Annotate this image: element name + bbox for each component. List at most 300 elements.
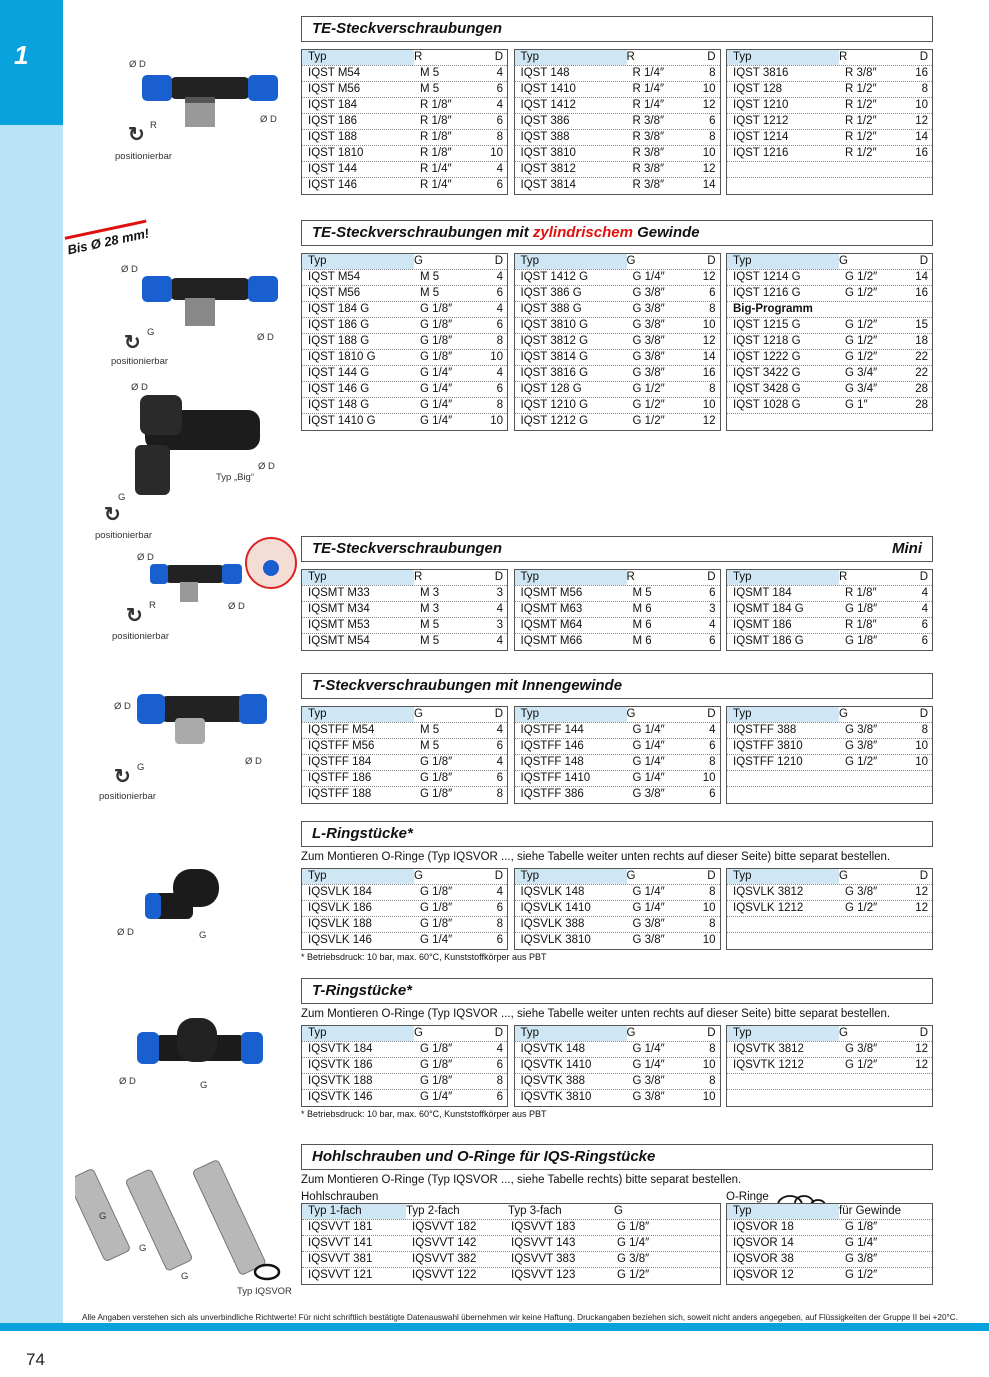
label-g: G xyxy=(137,762,145,773)
table-cell: 12 xyxy=(702,335,716,347)
table-row xyxy=(727,901,932,917)
table-row xyxy=(727,162,932,178)
table-cell: IQSVLK 3810 xyxy=(520,934,591,946)
table-row xyxy=(302,414,507,430)
table-row xyxy=(727,618,932,634)
table-cell: IQST 3814 xyxy=(520,179,576,191)
te-fitting-big-image xyxy=(120,385,270,505)
table-row xyxy=(515,162,720,178)
table-cell: IQST 386 G xyxy=(520,287,582,299)
table-cell: IQST M54 xyxy=(308,271,361,283)
table-cell xyxy=(898,933,928,949)
table-cell xyxy=(845,162,898,177)
section-title: Hohlschrauben und O-Ringe für IQS-Ringstücke xyxy=(301,1144,933,1170)
header-cell: Typ xyxy=(727,570,839,585)
table-row xyxy=(727,885,932,901)
table-cell: IQSTFF 388 xyxy=(733,724,797,736)
table-row xyxy=(302,1074,507,1090)
table-row xyxy=(302,618,507,634)
table-row xyxy=(302,723,507,739)
t-ring-image xyxy=(135,1010,265,1080)
spec-table xyxy=(726,49,933,195)
table-cell: IQST 3816 xyxy=(733,67,789,79)
table-cell: M 5 xyxy=(420,635,440,647)
spec-table xyxy=(301,868,508,950)
table-cell: IQSTFF 3810 xyxy=(733,740,803,752)
label-d: Ø D xyxy=(121,264,138,275)
table-cell: 14 xyxy=(915,271,928,283)
table-cell: IQSMT 186 xyxy=(733,619,792,631)
table-row xyxy=(515,366,720,382)
table-row xyxy=(302,270,507,286)
table-cell xyxy=(733,933,845,949)
table-cell: 6 xyxy=(709,788,716,800)
table-cell: IQST 1212 xyxy=(733,115,789,127)
header-cell: D xyxy=(919,571,928,583)
table-cell: IQSVTK 1410 xyxy=(520,1059,592,1071)
table-cell: IQST 386 xyxy=(520,115,570,127)
table-cell: 10 xyxy=(702,83,716,95)
table-cell: G 1/8″ xyxy=(420,1059,453,1071)
table-row xyxy=(727,1058,932,1074)
table-cell: 6 xyxy=(496,1091,503,1103)
table-cell: 6 xyxy=(496,115,503,127)
table-cell: G 3/8″ xyxy=(632,287,665,299)
table-row xyxy=(727,1074,932,1090)
table-row xyxy=(515,1074,720,1090)
table-cell: 12 xyxy=(915,1059,928,1071)
table-cell: IQST 1410 xyxy=(520,83,576,95)
rotate-icon: ↻ xyxy=(124,332,141,354)
table-cell: G 3/8″ xyxy=(845,886,878,898)
table-cell: IQST 388 xyxy=(520,131,570,143)
spec-table xyxy=(301,49,508,195)
table-header xyxy=(302,254,507,270)
header-cell: G xyxy=(414,1027,423,1039)
table-row xyxy=(515,382,720,398)
table-cell: 22 xyxy=(915,367,928,379)
table-header xyxy=(302,869,507,885)
table-cell: IQST 148 xyxy=(520,67,570,79)
table-cell: M 6 xyxy=(632,603,652,615)
table-row xyxy=(302,602,507,618)
table-cell: 8 xyxy=(709,67,716,79)
table-hohlschrauben xyxy=(301,1203,721,1285)
table-row xyxy=(302,1236,720,1252)
table-header xyxy=(727,50,932,66)
table-cell: R 1/2″ xyxy=(845,115,877,127)
spec-table xyxy=(514,253,721,431)
table-cell: IQSMT M54 xyxy=(308,635,370,647)
label-d: Ø D xyxy=(260,114,277,125)
table-cell: IQST 184 G xyxy=(308,303,370,315)
table-cell xyxy=(845,787,898,803)
table-row xyxy=(302,382,507,398)
header-cell: G xyxy=(626,708,636,720)
table-cell: IQSVTK 1212 xyxy=(733,1059,804,1071)
table-header xyxy=(727,1026,932,1042)
table-row xyxy=(727,130,932,146)
header-cell: Typ xyxy=(302,50,414,65)
table-cell: 6 xyxy=(496,319,503,331)
label-positionierbar: positionierbar xyxy=(111,356,169,367)
spec-table xyxy=(514,49,721,195)
table-cell: IQST 1218 G xyxy=(733,335,801,347)
table-row xyxy=(302,334,507,350)
header-cell: G xyxy=(839,870,848,882)
table-cell: 6 xyxy=(709,115,716,127)
table-row xyxy=(515,885,720,901)
table-cell: 8 xyxy=(496,1075,503,1087)
table-row xyxy=(302,286,507,302)
table-cell: R 1/8″ xyxy=(845,587,877,599)
table-row xyxy=(727,82,932,98)
table-row xyxy=(302,302,507,318)
table-cell xyxy=(898,787,928,803)
table-cell: IQST 184 xyxy=(308,99,358,111)
table-cell: IQSTFF 184 xyxy=(308,756,372,768)
header-cell: R xyxy=(626,571,635,583)
table-row xyxy=(727,755,932,771)
table-cell xyxy=(845,178,898,194)
table-row xyxy=(302,739,507,755)
table-cell: IQST 1028 G xyxy=(733,399,801,411)
table-cell: R 1/8″ xyxy=(420,147,452,159)
header-cell: Typ xyxy=(727,707,839,722)
header-cell: D xyxy=(494,571,503,583)
table-header xyxy=(515,50,720,66)
header-cell: Typ 3-fach xyxy=(508,1205,562,1217)
table-cell: 4 xyxy=(709,619,716,631)
table-row xyxy=(727,66,932,82)
table-cell: R 1/4″ xyxy=(632,99,665,111)
spec-table xyxy=(514,868,721,950)
table-cell: IQST 188 xyxy=(308,131,358,143)
table-cell: IQST 3428 G xyxy=(733,383,801,395)
label-r: R xyxy=(149,600,156,611)
table-cell: IQST 148 G xyxy=(308,399,370,411)
spec-table xyxy=(301,706,508,804)
table-row xyxy=(515,787,720,803)
table-row xyxy=(727,178,932,194)
table-cell: 28 xyxy=(915,383,928,395)
table-cell: IQSTFF 1210 xyxy=(733,756,803,768)
table-cell: IQSVVT 122 xyxy=(412,1269,477,1281)
table-row xyxy=(302,755,507,771)
table-row xyxy=(515,723,720,739)
header-cell: Typ xyxy=(302,1026,414,1041)
table-cell: IQSMT M53 xyxy=(308,619,370,631)
table-cell: 16 xyxy=(915,67,928,79)
section-title: TE-Steckverschraubungen mit zylindrischem Gewinde xyxy=(301,220,933,246)
table-cell: 4 xyxy=(496,724,503,736)
table-cell: IQSVOR 18 xyxy=(733,1221,794,1233)
table-cell: R 1/8″ xyxy=(845,619,877,631)
table-row xyxy=(302,366,507,382)
table-row xyxy=(515,302,720,318)
header-cell: D xyxy=(707,255,716,267)
table-row xyxy=(727,270,932,286)
table-row xyxy=(727,382,932,398)
header-cell: R xyxy=(839,571,848,583)
table-row xyxy=(515,334,720,350)
label-d: Ø D xyxy=(257,332,274,343)
table-row xyxy=(515,66,720,82)
table-row xyxy=(515,917,720,933)
table-cell: IQST 1215 G xyxy=(733,319,801,331)
table-cell: G 1/4″ xyxy=(420,399,453,411)
label-d: Ø D xyxy=(117,927,134,938)
table-row xyxy=(302,66,507,82)
table-cell: Big-Programm xyxy=(733,303,813,315)
table-row xyxy=(515,286,720,302)
te-fitting-image xyxy=(140,65,280,130)
table-cell: 8 xyxy=(709,1075,716,1087)
table-row xyxy=(727,634,932,650)
header-cell: D xyxy=(707,571,716,583)
table-row xyxy=(302,350,507,366)
table-cell: 10 xyxy=(702,319,716,331)
table-cell: G 1/8″ xyxy=(420,756,453,768)
table-row xyxy=(515,755,720,771)
table-cell: 6 xyxy=(496,934,503,946)
table-cell: 3 xyxy=(496,619,503,631)
table-cell: G 1/4″ xyxy=(632,1059,665,1071)
table-cell: 6 xyxy=(921,619,928,631)
table-cell: IQSTFF 186 xyxy=(308,772,372,784)
section-hohlschrauben xyxy=(301,1144,933,1285)
table-row xyxy=(302,98,507,114)
table-cell: IQST 1210 xyxy=(733,99,789,111)
spec-table xyxy=(301,253,508,431)
table-cell: 8 xyxy=(709,886,716,898)
table-cell xyxy=(733,917,845,932)
spec-table xyxy=(726,706,933,804)
table-cell: IQSVVT 182 xyxy=(412,1221,477,1233)
table-cell: M 5 xyxy=(420,287,440,299)
table-row xyxy=(727,414,932,430)
rotate-icon: ↻ xyxy=(104,504,121,526)
female-t-fitting-image xyxy=(135,688,270,748)
table-cell: G 1/2″ xyxy=(632,399,665,411)
table-cell xyxy=(898,178,928,194)
table-cell: IQST 1410 G xyxy=(308,415,376,427)
header-cell: D xyxy=(494,870,503,882)
header-cell: D xyxy=(707,870,716,882)
label-d: Ø D xyxy=(119,1076,136,1087)
section-title: T-Steckverschraubungen mit Innengewinde xyxy=(301,673,933,699)
table-cell: G 1/2″ xyxy=(845,287,878,299)
table-cell: 4 xyxy=(496,163,503,175)
table-cell: IQSMT 186 G xyxy=(733,635,804,647)
table-cell: 4 xyxy=(496,635,503,647)
table-cell: 10 xyxy=(702,147,716,159)
table-cell: 6 xyxy=(496,772,503,784)
table-cell: 10 xyxy=(915,740,928,752)
table-cell: R 3/8″ xyxy=(845,67,877,79)
section-t-innengewinde xyxy=(301,673,933,804)
table-cell: IQSMT M63 xyxy=(520,603,583,615)
table-cell: IQSMT M66 xyxy=(520,635,583,647)
table-row xyxy=(515,602,720,618)
table-cell xyxy=(898,1074,928,1089)
section-te-steck xyxy=(301,16,933,195)
table-cell: 14 xyxy=(915,131,928,143)
table-cell: 8 xyxy=(496,918,503,930)
table-cell: G 1/4″ xyxy=(420,1091,453,1103)
table-cell: R 3/8″ xyxy=(632,179,665,191)
table-cell xyxy=(733,1074,845,1089)
table-cell: R 1/2″ xyxy=(845,131,877,143)
header-cell: Typ xyxy=(515,570,627,585)
table-cell: IQSVOR 12 xyxy=(733,1269,794,1281)
table-cell: IQST 3814 G xyxy=(520,351,589,363)
table-cell: M 5 xyxy=(420,271,440,283)
table-cell: 8 xyxy=(709,756,716,768)
table-cell: M 3 xyxy=(420,587,440,599)
table-row xyxy=(302,901,507,917)
table-cell: G 1/4″ xyxy=(632,724,665,736)
table-cell: 14 xyxy=(702,351,716,363)
table-row xyxy=(302,178,507,194)
section-footnote: * Betriebsdruck: 10 bar, max. 60°C, Kunststoffkörper aus PBT xyxy=(301,952,547,962)
table-cell: IQST 3422 G xyxy=(733,367,801,379)
table-cell: 6 xyxy=(496,383,503,395)
page-footnote: Alle Angaben verstehen sich als unverbindliche Richtwerte! Für nicht schriftlich bestätigte Datenauswahl übernehmen wir keine Haftung. Druckangaben beziehen sich, soweit nicht anders angegeben, auf Flüssigkeiten der Gruppe II bei +20°C. xyxy=(82,1313,958,1322)
spec-table xyxy=(514,706,721,804)
table-cell: G 1/2″ xyxy=(845,271,878,283)
header-cell: D xyxy=(919,255,928,267)
table-cell: IQSTFF 148 xyxy=(520,756,584,768)
table-row xyxy=(515,318,720,334)
table-cell: R 1/4″ xyxy=(632,67,665,79)
table-cell: IQSMT M56 xyxy=(520,587,583,599)
table-cell: R 3/8″ xyxy=(632,163,665,175)
table-cell: 8 xyxy=(709,303,716,315)
table-row xyxy=(727,1220,932,1236)
table-row xyxy=(727,114,932,130)
table-cell: IQST 146 xyxy=(308,179,358,191)
table-cell: 16 xyxy=(702,367,716,379)
table-row xyxy=(302,634,507,650)
spec-table xyxy=(301,1025,508,1107)
header-cell: D xyxy=(919,51,928,63)
section-t-ring xyxy=(301,978,933,1119)
table-row xyxy=(727,787,932,803)
header-cell: G xyxy=(626,870,636,882)
table-cell: G 1/4″ xyxy=(632,271,665,283)
table-cell: IQSVTK 186 xyxy=(308,1059,373,1071)
header-cell: Typ xyxy=(727,254,839,269)
table-row xyxy=(727,771,932,787)
table-row xyxy=(727,98,932,114)
spec-table xyxy=(726,253,933,431)
table-cell: 6 xyxy=(496,1059,503,1071)
table-header xyxy=(515,869,720,885)
table-cell: G 1/8″ xyxy=(845,603,878,615)
table-row xyxy=(727,398,932,414)
label-positionierbar: positionierbar xyxy=(115,151,173,162)
table-cell: 10 xyxy=(702,1059,716,1071)
table-cell: IQSVLK 3812 xyxy=(733,886,804,898)
table-cell: IQST 188 G xyxy=(308,335,370,347)
table-cell: IQSVLK 1410 xyxy=(520,902,591,914)
table-cell xyxy=(898,1090,928,1106)
section-te-mini xyxy=(301,536,933,651)
label-d: Ø D xyxy=(129,59,146,70)
table-header xyxy=(727,254,932,270)
table-cell: IQST 1216 G xyxy=(733,287,801,299)
table-header xyxy=(727,570,932,586)
table-cell: IQST 186 G xyxy=(308,319,370,331)
table-cell: R 1/2″ xyxy=(845,99,877,111)
table-cell: 10 xyxy=(490,351,503,363)
header-cell: Typ xyxy=(302,869,414,884)
table-cell: IQSMT M34 xyxy=(308,603,370,615)
header-cell: G xyxy=(626,1027,636,1039)
table-cell: IQSVVT 123 xyxy=(511,1269,576,1281)
header-cell: G xyxy=(414,708,423,720)
table-header xyxy=(302,707,507,723)
header-cell: für Gewinde xyxy=(839,1205,902,1217)
subheading-o-ringe: O-Ringe xyxy=(726,1191,769,1203)
table-cell: G 1/8″ xyxy=(420,303,453,315)
spec-table xyxy=(726,569,933,651)
header-cell: Typ xyxy=(302,707,414,722)
table-cell: IQST 1222 G xyxy=(733,351,801,363)
table-header xyxy=(515,254,720,270)
table-cell: R 3/8″ xyxy=(632,147,665,159)
table-cell: IQST M56 xyxy=(308,287,361,299)
table-cell: 6 xyxy=(709,635,716,647)
table-cell: 12 xyxy=(915,886,928,898)
table-cell: 10 xyxy=(702,399,716,411)
table-cell: 10 xyxy=(915,756,928,768)
table-cell: IQST 1212 G xyxy=(520,415,589,427)
header-cell: G xyxy=(614,1205,623,1217)
table-cell xyxy=(898,917,928,932)
table-cell: IQST 1412 xyxy=(520,99,576,111)
table-cell: 10 xyxy=(915,99,928,111)
table-cell: IQSVVT 383 xyxy=(511,1253,576,1265)
table-cell: IQST M56 xyxy=(308,83,361,95)
table-cell: 8 xyxy=(709,383,716,395)
table-cell xyxy=(733,178,845,194)
rotate-icon: ↻ xyxy=(114,766,131,788)
table-row xyxy=(727,286,932,302)
section-title: T-Ringstücke* xyxy=(301,978,933,1004)
header-cell: Typ 1-fach xyxy=(302,1204,406,1219)
table-header xyxy=(302,1026,507,1042)
table-row xyxy=(515,350,720,366)
table-cell: IQST 128 G xyxy=(520,383,582,395)
table-row xyxy=(515,618,720,634)
table-cell: IQST 3810 G xyxy=(520,319,589,331)
table-cell: G 1/8″ xyxy=(420,918,453,930)
page-number: 74 xyxy=(26,1350,45,1369)
table-cell xyxy=(813,302,898,317)
table-row xyxy=(302,146,507,162)
table-cell: M 5 xyxy=(420,619,440,631)
header-cell: Typ xyxy=(727,50,839,65)
table-row xyxy=(515,270,720,286)
table-cell: IQSMT 184 xyxy=(733,587,792,599)
table-cell: IQSVVT 121 xyxy=(308,1269,373,1281)
table-row xyxy=(302,787,507,803)
table-cell: 4 xyxy=(709,724,716,736)
table-cell: IQST 3810 xyxy=(520,147,576,159)
table-row xyxy=(302,318,507,334)
